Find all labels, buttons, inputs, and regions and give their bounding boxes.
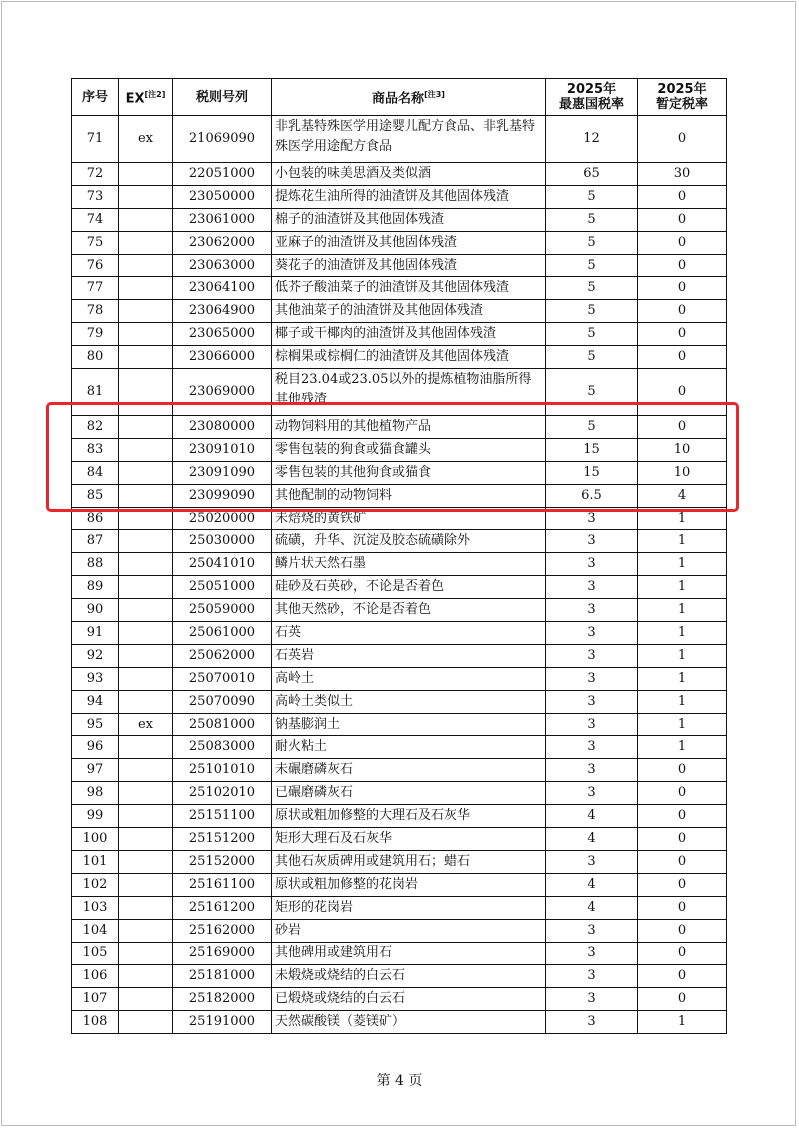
cell-code: 25169000: [173, 942, 272, 965]
cell-seq: 94: [72, 690, 119, 713]
cell-temp-rate: 1: [638, 1011, 727, 1034]
cell-name: 葵花子的油渣饼及其他固体残渣: [272, 254, 546, 277]
cell-ex: [119, 254, 173, 277]
cell-seq: 89: [72, 576, 119, 599]
cell-mfn-rate: 3: [546, 530, 638, 553]
cell-mfn-rate: 3: [546, 622, 638, 645]
cell-code: 23061000: [173, 208, 272, 231]
cell-ex: [119, 346, 173, 369]
cell-code: 23062000: [173, 231, 272, 254]
cell-mfn-rate: 5: [546, 208, 638, 231]
cell-temp-rate: 1: [638, 736, 727, 759]
cell-ex: [119, 805, 173, 828]
cell-seq: 71: [72, 116, 119, 163]
cell-mfn-rate: 5: [546, 416, 638, 439]
cell-code: 23080000: [173, 416, 272, 439]
cell-temp-rate: 0: [638, 254, 727, 277]
cell-seq: 80: [72, 346, 119, 369]
cell-mfn-rate: 4: [546, 805, 638, 828]
cell-code: 25102010: [173, 782, 272, 805]
cell-name: 动物饲料用的其他植物产品: [272, 416, 546, 439]
cell-code: 23099090: [173, 484, 272, 507]
cell-temp-rate: 0: [638, 116, 727, 163]
cell-temp-rate: 1: [638, 644, 727, 667]
cell-name: 未焙烧的黄铁矿: [272, 507, 546, 530]
cell-temp-rate: 0: [638, 346, 727, 369]
table-row: [72, 185, 727, 208]
cell-ex: [119, 185, 173, 208]
header-mfn-rate: 2025年 最惠国税率: [546, 79, 638, 116]
cell-mfn-rate: 5: [546, 369, 638, 416]
cell-ex: [119, 530, 173, 553]
table-row: [72, 919, 727, 942]
cell-code: 23066000: [173, 346, 272, 369]
cell-seq: 81: [72, 369, 119, 416]
cell-name: 钠基膨润土: [272, 713, 546, 736]
cell-mfn-rate: 3: [546, 667, 638, 690]
cell-mfn-rate: 4: [546, 828, 638, 851]
cell-seq: 87: [72, 530, 119, 553]
cell-name: 提炼花生油所得的油渣饼及其他固体残渣: [272, 185, 546, 208]
cell-temp-rate: 0: [638, 759, 727, 782]
cell-temp-rate: 1: [638, 690, 727, 713]
cell-temp-rate: 0: [638, 873, 727, 896]
cell-seq: 100: [72, 828, 119, 851]
cell-code: 25101010: [173, 759, 272, 782]
cell-code: 25152000: [173, 850, 272, 873]
cell-name: 天然碳酸镁（菱镁矿）: [272, 1011, 546, 1034]
table-row: [72, 277, 727, 300]
cell-code: 22051000: [173, 163, 272, 186]
cell-mfn-rate: 3: [546, 759, 638, 782]
header-ex-note: [注2]: [144, 90, 166, 100]
table-row: [72, 254, 727, 277]
header-seq: 序号: [72, 79, 119, 116]
cell-temp-rate: 0: [638, 828, 727, 851]
cell-temp-rate: 4: [638, 484, 727, 507]
cell-seq: 85: [72, 484, 119, 507]
cell-name: 已煅烧或烧结的白云石: [272, 988, 546, 1011]
cell-seq: 78: [72, 300, 119, 323]
cell-ex: [119, 828, 173, 851]
table-row: [72, 873, 727, 896]
cell-temp-rate: 1: [638, 713, 727, 736]
cell-mfn-rate: 3: [546, 782, 638, 805]
cell-mfn-rate: 65: [546, 163, 638, 186]
table-row: [72, 1011, 727, 1034]
cell-seq: 75: [72, 231, 119, 254]
cell-mfn-rate: 5: [546, 254, 638, 277]
cell-code: 25051000: [173, 576, 272, 599]
cell-mfn-rate: 3: [546, 690, 638, 713]
cell-seq: 76: [72, 254, 119, 277]
table-row: [72, 690, 727, 713]
cell-seq: 86: [72, 507, 119, 530]
cell-code: 23069000: [173, 369, 272, 416]
cell-code: 23050000: [173, 185, 272, 208]
header-temp-rate: 2025年 暂定税率: [638, 79, 727, 116]
cell-seq: 101: [72, 850, 119, 873]
cell-temp-rate: 0: [638, 896, 727, 919]
cell-mfn-rate: 3: [546, 713, 638, 736]
cell-code: 25083000: [173, 736, 272, 759]
cell-name: 小包装的味美思酒及类似酒: [272, 163, 546, 186]
cell-code: 25041010: [173, 553, 272, 576]
cell-code: 23091010: [173, 438, 272, 461]
table-row: [72, 850, 727, 873]
table-row: [72, 965, 727, 988]
cell-temp-rate: 0: [638, 369, 727, 416]
table-row: [72, 530, 727, 553]
table-row: [72, 805, 727, 828]
cell-seq: 99: [72, 805, 119, 828]
cell-mfn-rate: 3: [546, 850, 638, 873]
cell-name: 已碾磨磷灰石: [272, 782, 546, 805]
cell-temp-rate: 0: [638, 942, 727, 965]
cell-code: 25070090: [173, 690, 272, 713]
cell-name: 鳞片状天然石墨: [272, 553, 546, 576]
cell-code: 25161200: [173, 896, 272, 919]
table-row: [72, 553, 727, 576]
cell-ex: [119, 759, 173, 782]
cell-seq: 73: [72, 185, 119, 208]
cell-name: 棉子的油渣饼及其他固体残渣: [272, 208, 546, 231]
cell-seq: 106: [72, 965, 119, 988]
cell-mfn-rate: 12: [546, 116, 638, 163]
cell-mfn-rate: 3: [546, 942, 638, 965]
cell-mfn-rate: 5: [546, 277, 638, 300]
cell-name: 硫磺，升华、沉淀及胶态硫磺除外: [272, 530, 546, 553]
cell-temp-rate: 10: [638, 461, 727, 484]
cell-mfn-rate: 3: [546, 507, 638, 530]
cell-code: 23091090: [173, 461, 272, 484]
table-row: [72, 346, 727, 369]
cell-temp-rate: 1: [638, 507, 727, 530]
cell-ex: [119, 644, 173, 667]
cell-mfn-rate: 3: [546, 965, 638, 988]
cell-name: 硅砂及石英砂，不论是否着色: [272, 576, 546, 599]
cell-temp-rate: 0: [638, 416, 727, 439]
cell-name: 矩形大理石及石灰华: [272, 828, 546, 851]
cell-mfn-rate: 3: [546, 988, 638, 1011]
cell-temp-rate: 0: [638, 965, 727, 988]
cell-code: 23064900: [173, 300, 272, 323]
cell-ex: [119, 667, 173, 690]
tariff-table: [71, 78, 727, 1034]
cell-name: 石英: [272, 622, 546, 645]
cell-ex: [119, 277, 173, 300]
cell-temp-rate: 1: [638, 622, 727, 645]
table-row: [72, 736, 727, 759]
cell-temp-rate: 0: [638, 300, 727, 323]
cell-code: 25162000: [173, 919, 272, 942]
cell-mfn-rate: 5: [546, 346, 638, 369]
cell-seq: 83: [72, 438, 119, 461]
cell-ex: [119, 736, 173, 759]
cell-mfn-rate: 3: [546, 553, 638, 576]
cell-name: 未煅烧或烧结的白云石: [272, 965, 546, 988]
table-row: [72, 644, 727, 667]
cell-seq: 98: [72, 782, 119, 805]
cell-name: 椰子或干椰肉的油渣饼及其他固体残渣: [272, 323, 546, 346]
header-ex: EX[注2]: [119, 79, 173, 116]
cell-name: 其他石灰质碑用或建筑用石；蜡石: [272, 850, 546, 873]
cell-ex: [119, 942, 173, 965]
cell-code: 25151100: [173, 805, 272, 828]
cell-temp-rate: 0: [638, 208, 727, 231]
cell-temp-rate: 1: [638, 530, 727, 553]
cell-ex: [119, 163, 173, 186]
cell-name: 其他配制的动物饲料: [272, 484, 546, 507]
cell-seq: 103: [72, 896, 119, 919]
cell-temp-rate: 0: [638, 277, 727, 300]
cell-seq: 92: [72, 644, 119, 667]
cell-mfn-rate: 5: [546, 323, 638, 346]
cell-temp-rate: 0: [638, 323, 727, 346]
cell-seq: 84: [72, 461, 119, 484]
highlight-box: [46, 402, 739, 512]
cell-name: 原状或粗加修整的花岗岩: [272, 873, 546, 896]
cell-seq: 90: [72, 599, 119, 622]
cell-temp-rate: 10: [638, 438, 727, 461]
table-row: [72, 759, 727, 782]
cell-ex: [119, 988, 173, 1011]
cell-mfn-rate: 3: [546, 644, 638, 667]
cell-mfn-rate: 3: [546, 576, 638, 599]
table-row: [72, 988, 727, 1011]
cell-name: 矩形的花岗岩: [272, 896, 546, 919]
cell-code: 25059000: [173, 599, 272, 622]
cell-code: 25191000: [173, 1011, 272, 1034]
cell-mfn-rate: 5: [546, 231, 638, 254]
cell-ex: [119, 553, 173, 576]
cell-seq: 74: [72, 208, 119, 231]
cell-seq: 77: [72, 277, 119, 300]
cell-code: 25182000: [173, 988, 272, 1011]
cell-name: 亚麻子的油渣饼及其他固体残渣: [272, 231, 546, 254]
cell-temp-rate: 0: [638, 919, 727, 942]
cell-temp-rate: 1: [638, 599, 727, 622]
cell-name: 原状或粗加修整的大理石及石灰华: [272, 805, 546, 828]
cell-seq: 102: [72, 873, 119, 896]
cell-name: 零售包装的其他狗食或猫食: [272, 461, 546, 484]
header-name: 商品名称[注3]: [272, 79, 546, 116]
cell-seq: 91: [72, 622, 119, 645]
cell-name: 石英岩: [272, 644, 546, 667]
cell-name: 低芥子酸油菜子的油渣饼及其他固体残渣: [272, 277, 546, 300]
cell-temp-rate: 0: [638, 231, 727, 254]
cell-name: 非乳基特殊医学用途婴儿配方食品、非乳基特殊医学用途配方食品: [272, 116, 546, 163]
cell-code: 25081000: [173, 713, 272, 736]
cell-seq: 93: [72, 667, 119, 690]
table-row: [72, 622, 727, 645]
cell-seq: 104: [72, 919, 119, 942]
cell-code: 25030000: [173, 530, 272, 553]
cell-code: 25161100: [173, 873, 272, 896]
table-header-row: [72, 79, 727, 116]
cell-name: 零售包装的狗食或猫食罐头: [272, 438, 546, 461]
table-row: [72, 713, 727, 736]
cell-mfn-rate: 5: [546, 185, 638, 208]
cell-ex: [119, 873, 173, 896]
cell-name: 其他天然砂，不论是否着色: [272, 599, 546, 622]
cell-name: 其他油菜子的油渣饼及其他固体残渣: [272, 300, 546, 323]
cell-temp-rate: 0: [638, 988, 727, 1011]
cell-ex: [119, 850, 173, 873]
cell-code: 23064100: [173, 277, 272, 300]
table-row: [72, 828, 727, 851]
cell-ex: [119, 896, 173, 919]
cell-mfn-rate: 15: [546, 461, 638, 484]
cell-ex: [119, 1011, 173, 1034]
cell-mfn-rate: 3: [546, 599, 638, 622]
cell-mfn-rate: 3: [546, 736, 638, 759]
cell-temp-rate: 1: [638, 553, 727, 576]
cell-name: 耐火粘土: [272, 736, 546, 759]
cell-code: 23063000: [173, 254, 272, 277]
cell-seq: 108: [72, 1011, 119, 1034]
cell-name: 高岭土类似土: [272, 690, 546, 713]
cell-mfn-rate: 5: [546, 300, 638, 323]
cell-mfn-rate: 3: [546, 1011, 638, 1034]
table-row: [72, 896, 727, 919]
cell-mfn-rate: 6.5: [546, 484, 638, 507]
table-row: [72, 667, 727, 690]
table-row: [72, 576, 727, 599]
cell-seq: 72: [72, 163, 119, 186]
cell-seq: 79: [72, 323, 119, 346]
header-code: 税则号列: [173, 79, 272, 116]
cell-name: 高岭土: [272, 667, 546, 690]
cell-ex: [119, 919, 173, 942]
cell-temp-rate: 0: [638, 782, 727, 805]
cell-name: 其他碑用或建筑用石: [272, 942, 546, 965]
cell-name: 未碾磨磷灰石: [272, 759, 546, 782]
cell-seq: 95: [72, 713, 119, 736]
cell-temp-rate: 0: [638, 850, 727, 873]
cell-ex: [119, 599, 173, 622]
cell-code: 25020000: [173, 507, 272, 530]
cell-name: 税目23.04或23.05以外的提炼植物油脂所得其他残渣: [272, 369, 546, 416]
cell-name: 砂岩: [272, 919, 546, 942]
table-row: [72, 208, 727, 231]
cell-code: 25070010: [173, 667, 272, 690]
cell-ex: [119, 690, 173, 713]
table-row: [72, 942, 727, 965]
cell-ex: [119, 622, 173, 645]
cell-mfn-rate: 4: [546, 896, 638, 919]
table-row: [72, 163, 727, 186]
cell-temp-rate: 1: [638, 667, 727, 690]
cell-temp-rate: 0: [638, 805, 727, 828]
cell-ex: ex: [119, 713, 173, 736]
table-row: [72, 782, 727, 805]
cell-seq: 82: [72, 416, 119, 439]
cell-code: 25151200: [173, 828, 272, 851]
table-row: [72, 300, 727, 323]
cell-temp-rate: 30: [638, 163, 727, 186]
cell-seq: 107: [72, 988, 119, 1011]
cell-ex: ex: [119, 116, 173, 163]
cell-name: 棕榈果或棕榈仁的油渣饼及其他固体残渣: [272, 346, 546, 369]
table-row: [72, 116, 727, 163]
cell-code: 25061000: [173, 622, 272, 645]
header-name-note: [注3]: [424, 90, 445, 100]
cell-seq: 105: [72, 942, 119, 965]
cell-ex: [119, 576, 173, 599]
cell-seq: 88: [72, 553, 119, 576]
cell-temp-rate: 0: [638, 185, 727, 208]
page-number: 第 4 页: [376, 1073, 423, 1089]
table-row: [72, 599, 727, 622]
cell-seq: 97: [72, 759, 119, 782]
cell-mfn-rate: 15: [546, 438, 638, 461]
cell-ex: [119, 208, 173, 231]
cell-mfn-rate: 3: [546, 919, 638, 942]
cell-code: 23065000: [173, 323, 272, 346]
cell-ex: [119, 231, 173, 254]
cell-seq: 96: [72, 736, 119, 759]
cell-code: 21069090: [173, 116, 272, 163]
cell-ex: [119, 965, 173, 988]
cell-code: 25062000: [173, 644, 272, 667]
cell-mfn-rate: 4: [546, 873, 638, 896]
cell-ex: [119, 782, 173, 805]
cell-ex: [119, 300, 173, 323]
cell-temp-rate: 1: [638, 576, 727, 599]
table-row: [72, 323, 727, 346]
table-row: [72, 231, 727, 254]
cell-ex: [119, 323, 173, 346]
cell-code: 25181000: [173, 965, 272, 988]
